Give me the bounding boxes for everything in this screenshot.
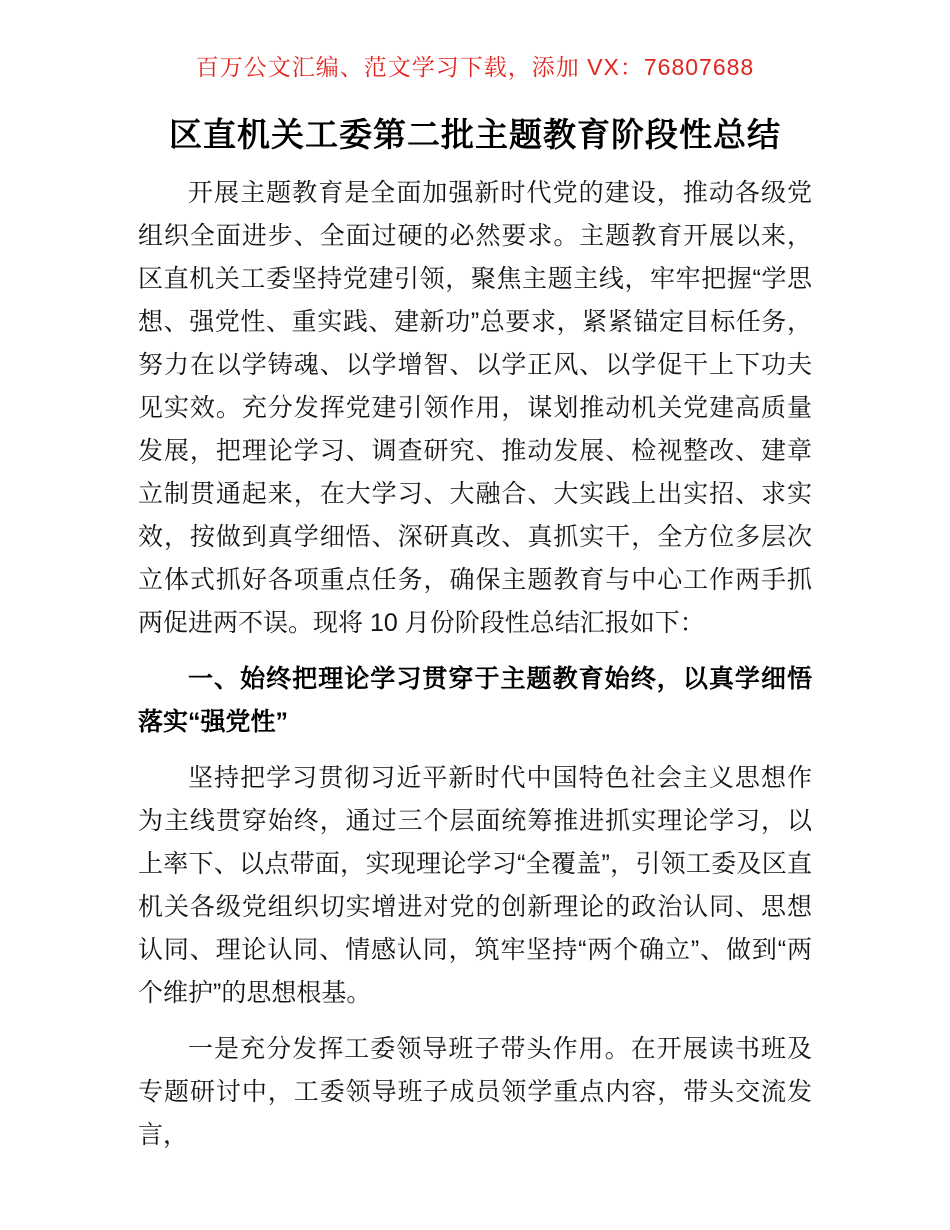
body-paragraph: 开展主题教育是全面加强新时代党的建设，推动各级党组织全面进步、全面过硬的必然要求。主题教育开展以来，区直机关工委坚持党建引领，聚焦主题主线，牢牢把握“学思想、强党性、重实践、建新功”总要求，紧紧锚定目标任务，努力在以学铸魂、以学增智、以学正风、以学促干上下功夫见实效。充分发挥党建引领作用，谋划推动机关党建高质量发展，把理论学习、调查研究、推动发展、检视整改、建章立制贯通起来，在大学习、大融合、大实践上出实招、求实效，按做到真学细悟、深研真改、真抓实干，全方位多层次立体式抓好各项重点任务，确保主题教育与中心工作两手抓两促进两不误。现将 10 月份阶段性总结汇报如下： — [138, 179, 812, 637]
watermark-ad-text: 百万公文汇编、范文学习下载，添加 VX：76807688 — [195, 54, 755, 80]
document-title: 区直机关工委第二批主题教育阶段性总结 — [169, 116, 781, 153]
body-paragraph: 一是充分发挥工委领导班子带头作用。在开展读书班及专题研讨中，工委领导班子成员领学重点内容，带头交流发言， — [138, 1035, 812, 1149]
document-body — [138, 172, 812, 1157]
body-paragraph: 坚持把学习贯彻习近平新时代中国特色社会主义思想作为主线贯穿始终，通过三个层面统筹推进抓实理论学习，以上率下、以点带面，实现理论学习“全覆盖”，引领工委及区直机关各级党组织切实增进对党的创新理论的政治认同、思想认同、理论认同、情感认同，筑牢坚持“两个确立”、做到“两个维护”的思想根基。 — [138, 764, 812, 1007]
section-heading: 一、始终把理论学习贯穿于主题教育始终，以真学细悟落实“强党性” — [138, 665, 812, 736]
